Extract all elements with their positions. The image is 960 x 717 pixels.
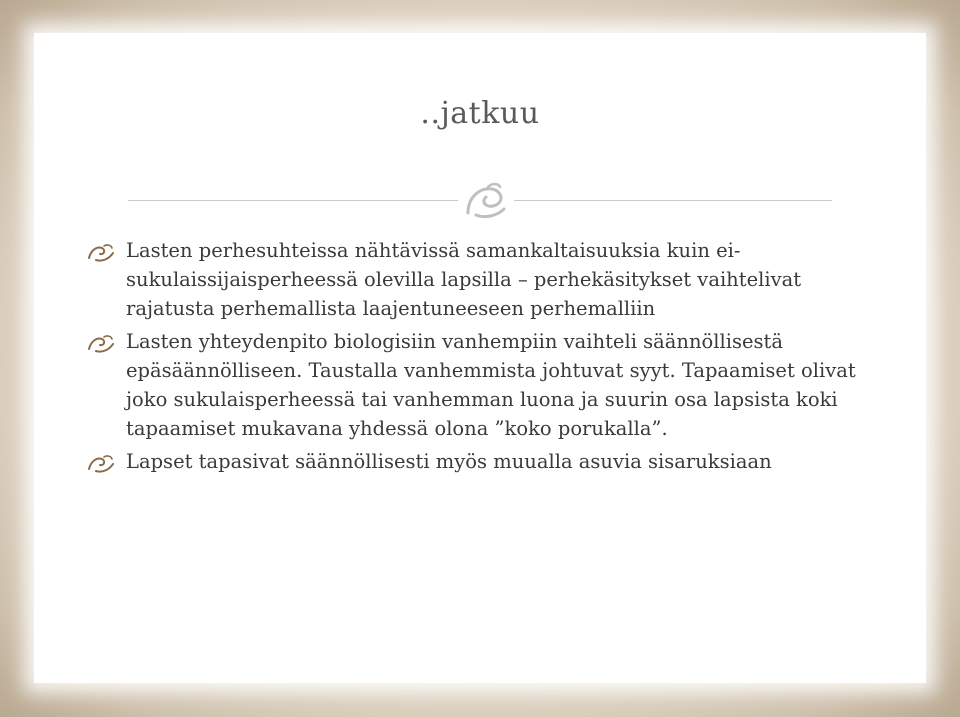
bullet-text: Lasten perhesuhteissa nähtävissä samankaltaisuuksia kuin ei-sukulaissijaisperheessä olevilla lapsilla – perhekäsitykset vaihtelivat rajatusta perhemallista laajentuneeseen perhemalliin bbox=[126, 239, 802, 320]
list-item bbox=[86, 327, 856, 443]
scroll-flourish-bullet-icon bbox=[86, 241, 116, 261]
bullet-text: Lasten yhteydenpito biologisiin vanhempiin vaihteli säännöllisestä epäsäännölliseen. Taustalla vanhemmista johtuvat syyt. Tapaamiset olivat joko sukulaisperheessä tai vanhemman luona ja suurin osa lapsista koki tapaamiset mukavana yhdessä olona ”koko porukalla”. bbox=[126, 330, 856, 440]
list-item bbox=[86, 236, 856, 323]
list-item bbox=[86, 447, 856, 476]
scroll-flourish-bullet-icon bbox=[86, 452, 116, 472]
bullet-text: Lapset tapasivat säännöllisesti myös muualla asuvia sisaruksiaan bbox=[126, 450, 772, 473]
slide-title: ..jatkuu bbox=[420, 96, 540, 131]
scroll-flourish-bullet-icon bbox=[86, 332, 116, 352]
flourish-ornament-icon bbox=[458, 179, 514, 221]
bullet-list bbox=[86, 236, 856, 480]
